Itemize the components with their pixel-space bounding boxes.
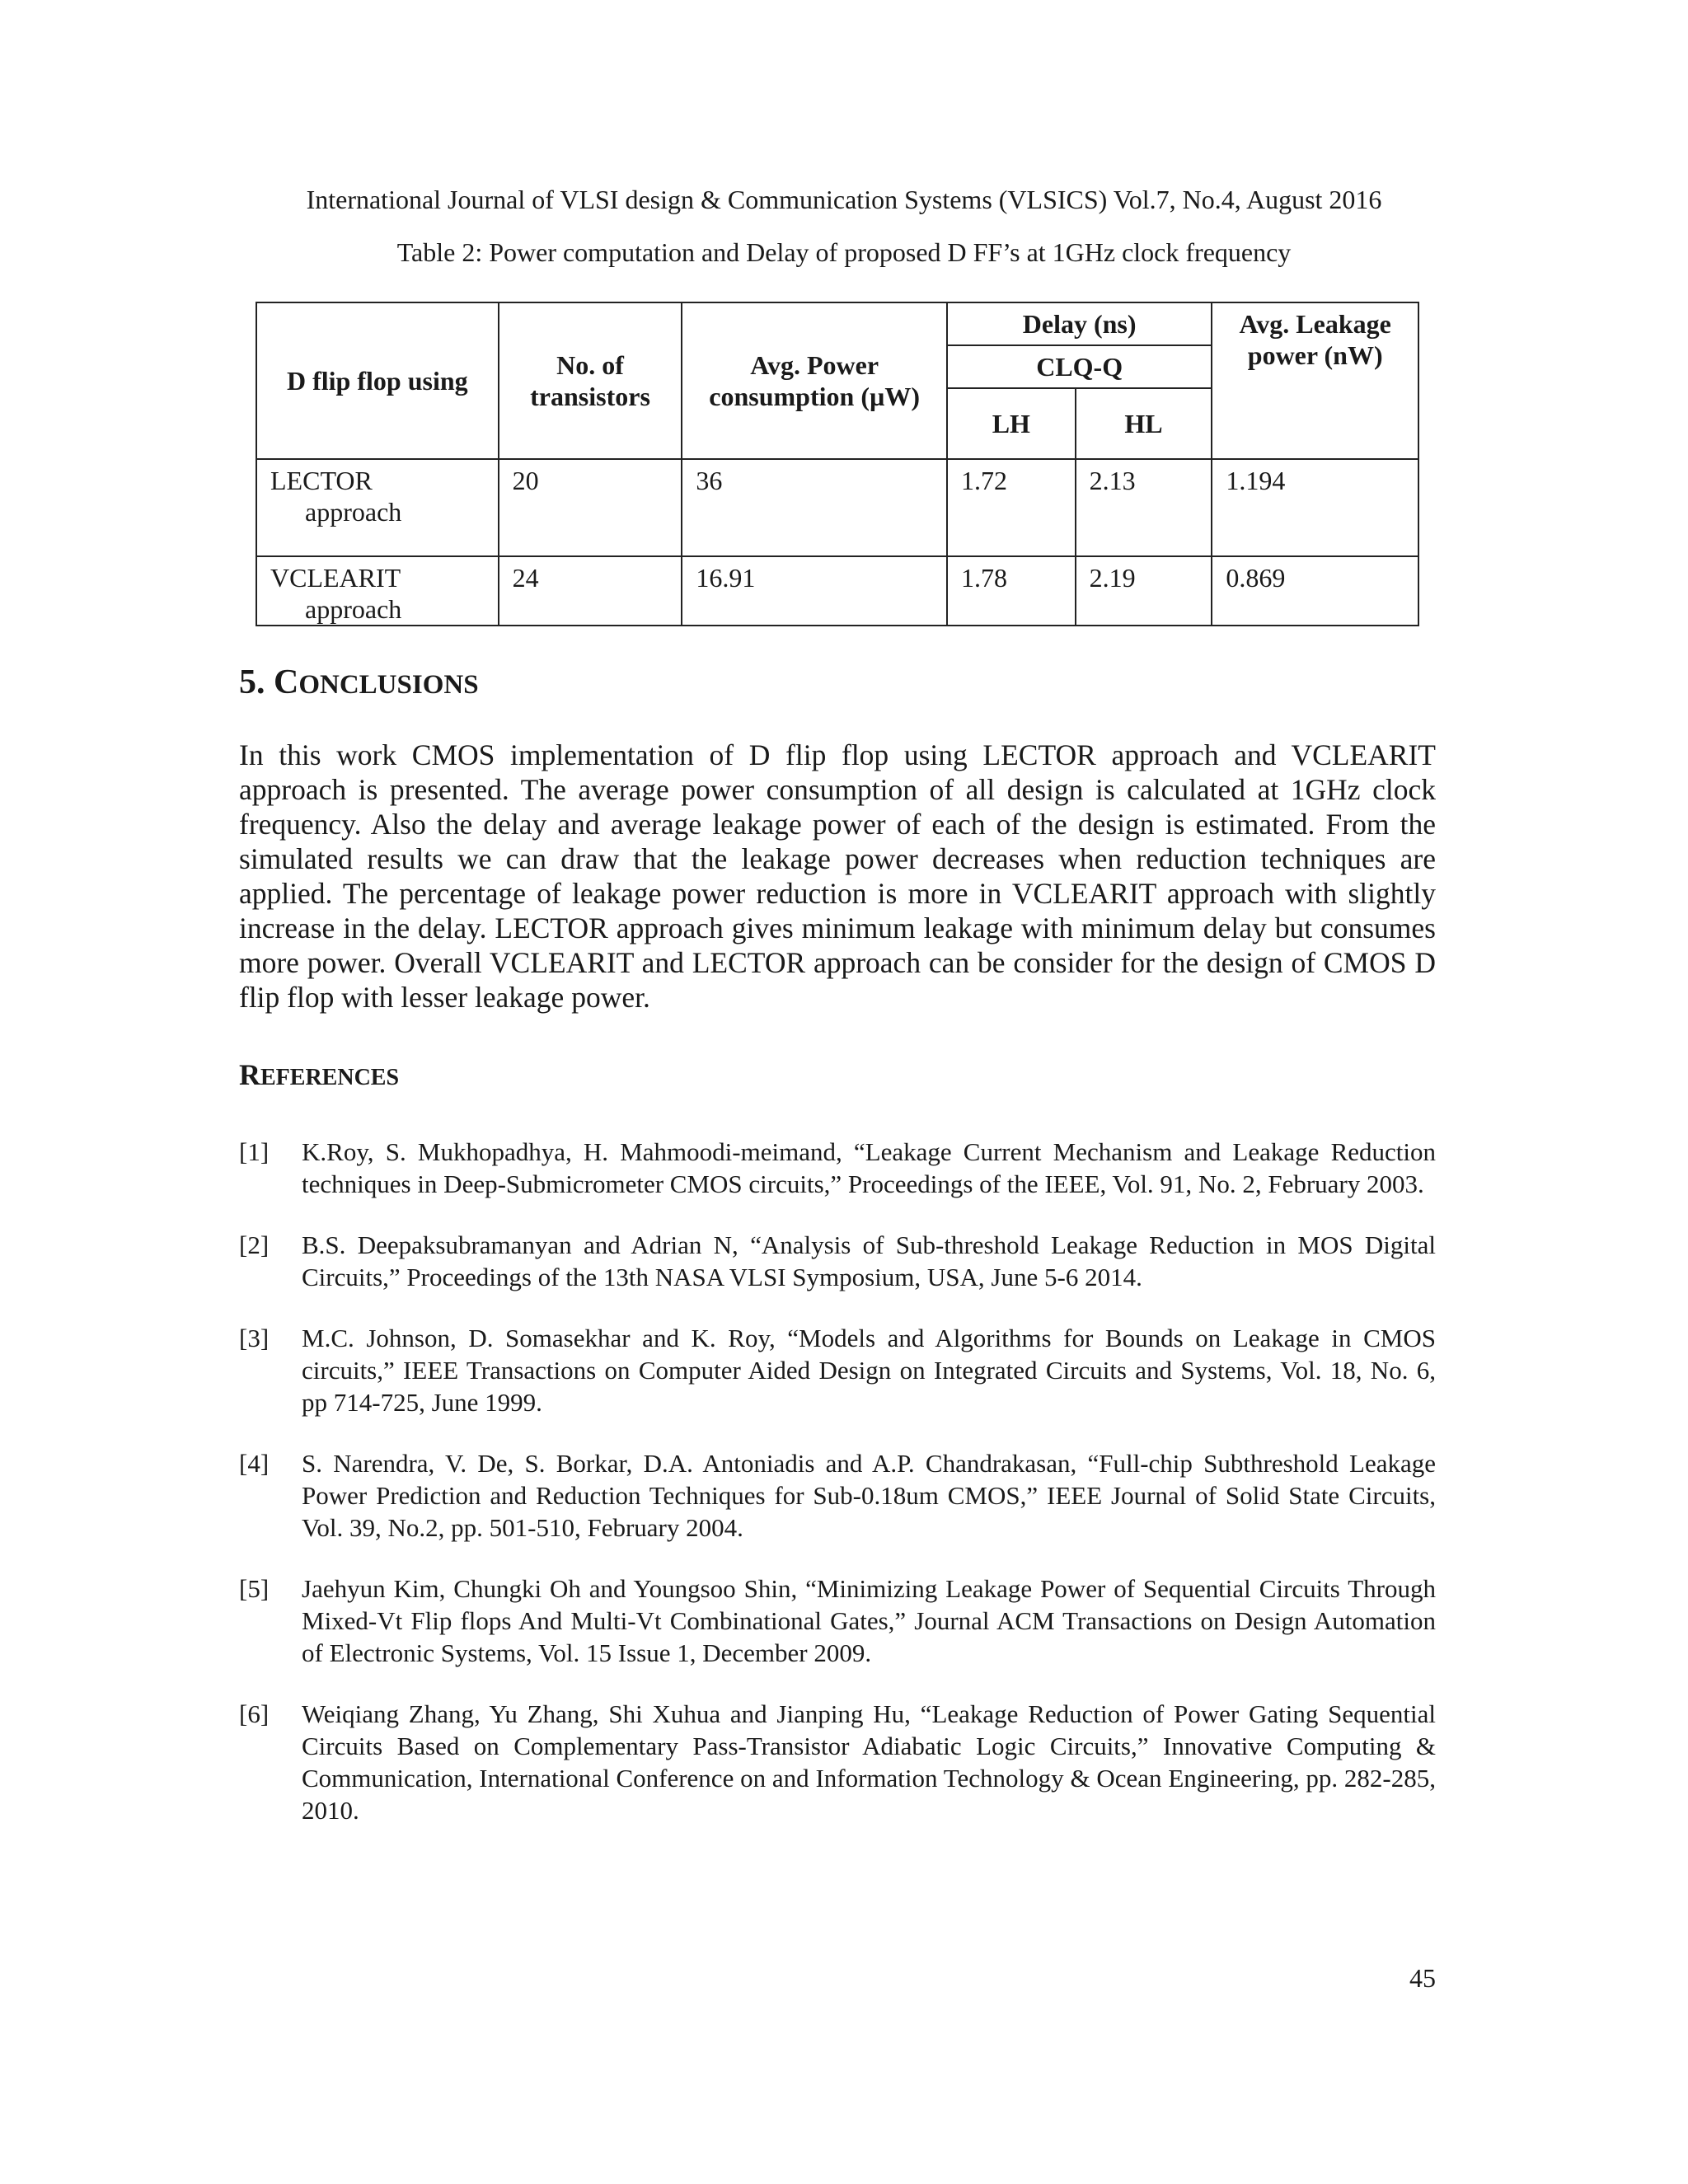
method-name: LECTOR <box>270 466 373 495</box>
table-row <box>256 556 1418 626</box>
header-method: D flip flop using <box>256 302 499 459</box>
table-row <box>256 459 1418 556</box>
cell-hl: 2.13 <box>1076 459 1212 556</box>
reference-number: [3] <box>239 1324 270 1352</box>
list-item <box>239 1572 1436 1669</box>
list-item <box>239 1136 1436 1200</box>
table-caption: Table 2: Power computation and Delay of proposed D FF’s at 1GHz clock frequency <box>396 237 1292 267</box>
cell-transistors: 24 <box>499 556 682 626</box>
conclusions-heading-lead: 5. C <box>239 663 299 701</box>
list-item <box>239 1322 1436 1418</box>
cell-transistors: 20 <box>499 459 682 556</box>
reference-number: [1] <box>239 1137 270 1166</box>
page-number: 45 <box>1409 1963 1436 1993</box>
reference-number: [4] <box>239 1449 270 1478</box>
header-clq-q: CLQ-Q <box>947 345 1212 388</box>
reference-text: S. Narendra, V. De, S. Borkar, D.A. Antoniadis and A.P. Chandrakasan, “Full-chip Subthreshold Leakage Power Prediction and Reduction Techniques for Sub-0.18um CMOS,” IEEE Journal of Solid State Circuits, Vol. 39, No.2, pp. 501-510, February 2004. <box>302 1449 1436 1542</box>
method-suffix: approach <box>305 497 402 527</box>
references-heading-rest: EFERENCES <box>260 1065 400 1090</box>
reference-text: K.Roy, S. Mukhopadhya, H. Mahmoodi-meimand, “Leakage Current Mechanism and Leakage Reduction techniques in Deep-Submicrometer CMOS circuits,” Proceedings of the IEEE, Vol. 91, No. 2, February 2003. <box>302 1137 1436 1198</box>
conclusions-heading <box>239 659 479 708</box>
reference-text: Weiqiang Zhang, Yu Zhang, Shi Xuhua and Jianping Hu, “Leakage Reduction of Power Gating Sequential Circuits Based on Complementary Pass-Transistor Adiabatic Logic Circuits,” Innovative Computing & Communication, International Conference on and Information Technology & Ocean Engineering, pp. 282-285, 2010. <box>302 1699 1436 1825</box>
conclusions-heading-rest: ONCLUSIONS <box>298 670 479 700</box>
cell-lh: 1.72 <box>947 459 1076 556</box>
cell-method <box>256 556 499 626</box>
header-power: Avg. Power consumption (µW) <box>682 302 947 459</box>
reference-text: B.S. Deepaksubramanyan and Adrian N, “Analysis of Sub-threshold Leakage Reduction in MOS Digital Circuits,” Proceedings of the 13th NASA VLSI Symposium, USA, June 5-6 2014. <box>302 1230 1436 1291</box>
cell-power: 36 <box>682 459 947 556</box>
reference-text: Jaehyun Kim, Chungki Oh and Youngsoo Shin, “Minimizing Leakage Power of Sequential Circuits Through Mixed-Vt Flip flops And Multi-Vt Combinational Gates,” Journal ACM Transactions on Design Automation of Electronic Systems, Vol. 15 Issue 1, December 2009. <box>302 1574 1436 1667</box>
list-item <box>239 1229 1436 1293</box>
references-heading-lead: R <box>239 1058 260 1091</box>
running-header: International Journal of VLSI design & Communication Systems (VLSICS) Vol.7, No.4, August 2016 <box>306 185 1382 214</box>
results-table <box>256 302 1419 626</box>
header-leakage: Avg. Leakage power (nW) <box>1212 302 1418 459</box>
cell-lh: 1.78 <box>947 556 1076 626</box>
header-transistors: No. of transistors <box>499 302 682 459</box>
list-item <box>239 1447 1436 1544</box>
reference-text: M.C. Johnson, D. Somasekhar and K. Roy, “Models and Algorithms for Bounds on Leakage in CMOS circuits,” IEEE Transactions on Computer Aided Design on Integrated Circuits and Systems, Vol. 18, No. 6, pp 714-725, June 1999. <box>302 1324 1436 1417</box>
header-lh: LH <box>947 388 1076 459</box>
cell-power: 16.91 <box>682 556 947 626</box>
header-delay: Delay (ns) <box>947 302 1212 345</box>
method-name: VCLEARIT <box>270 563 401 593</box>
conclusions-paragraph: In this work CMOS implementation of D flip flop using LECTOR approach and VCLEARIT approach is presented. The average power consumption of all design is calculated at 1GHz clock frequency. Also the delay and average leakage power of each of the design is estimated. From the simulated results we can draw that the leakage power decreases when reduction techniques are applied. The percentage of leakage power reduction is more in VCLEARIT approach with slightly increase in the delay. LECTOR approach gives minimum leakage with minimum delay but consumes more power. Overall VCLEARIT and LECTOR approach can be consider for the design of CMOS D flip flop with lesser leakage power. <box>239 738 1436 1014</box>
header-hl: HL <box>1076 388 1212 459</box>
cell-leakage: 0.869 <box>1212 556 1418 626</box>
list-item <box>239 1698 1436 1826</box>
cell-hl: 2.19 <box>1076 556 1212 626</box>
reference-number: [2] <box>239 1230 270 1259</box>
cell-method <box>256 459 499 556</box>
reference-number: [5] <box>239 1574 270 1603</box>
reference-number: [6] <box>239 1699 270 1728</box>
references-heading <box>239 1055 399 1098</box>
cell-leakage: 1.194 <box>1212 459 1418 556</box>
method-suffix: approach <box>305 594 402 624</box>
reference-list <box>239 1136 1436 1855</box>
